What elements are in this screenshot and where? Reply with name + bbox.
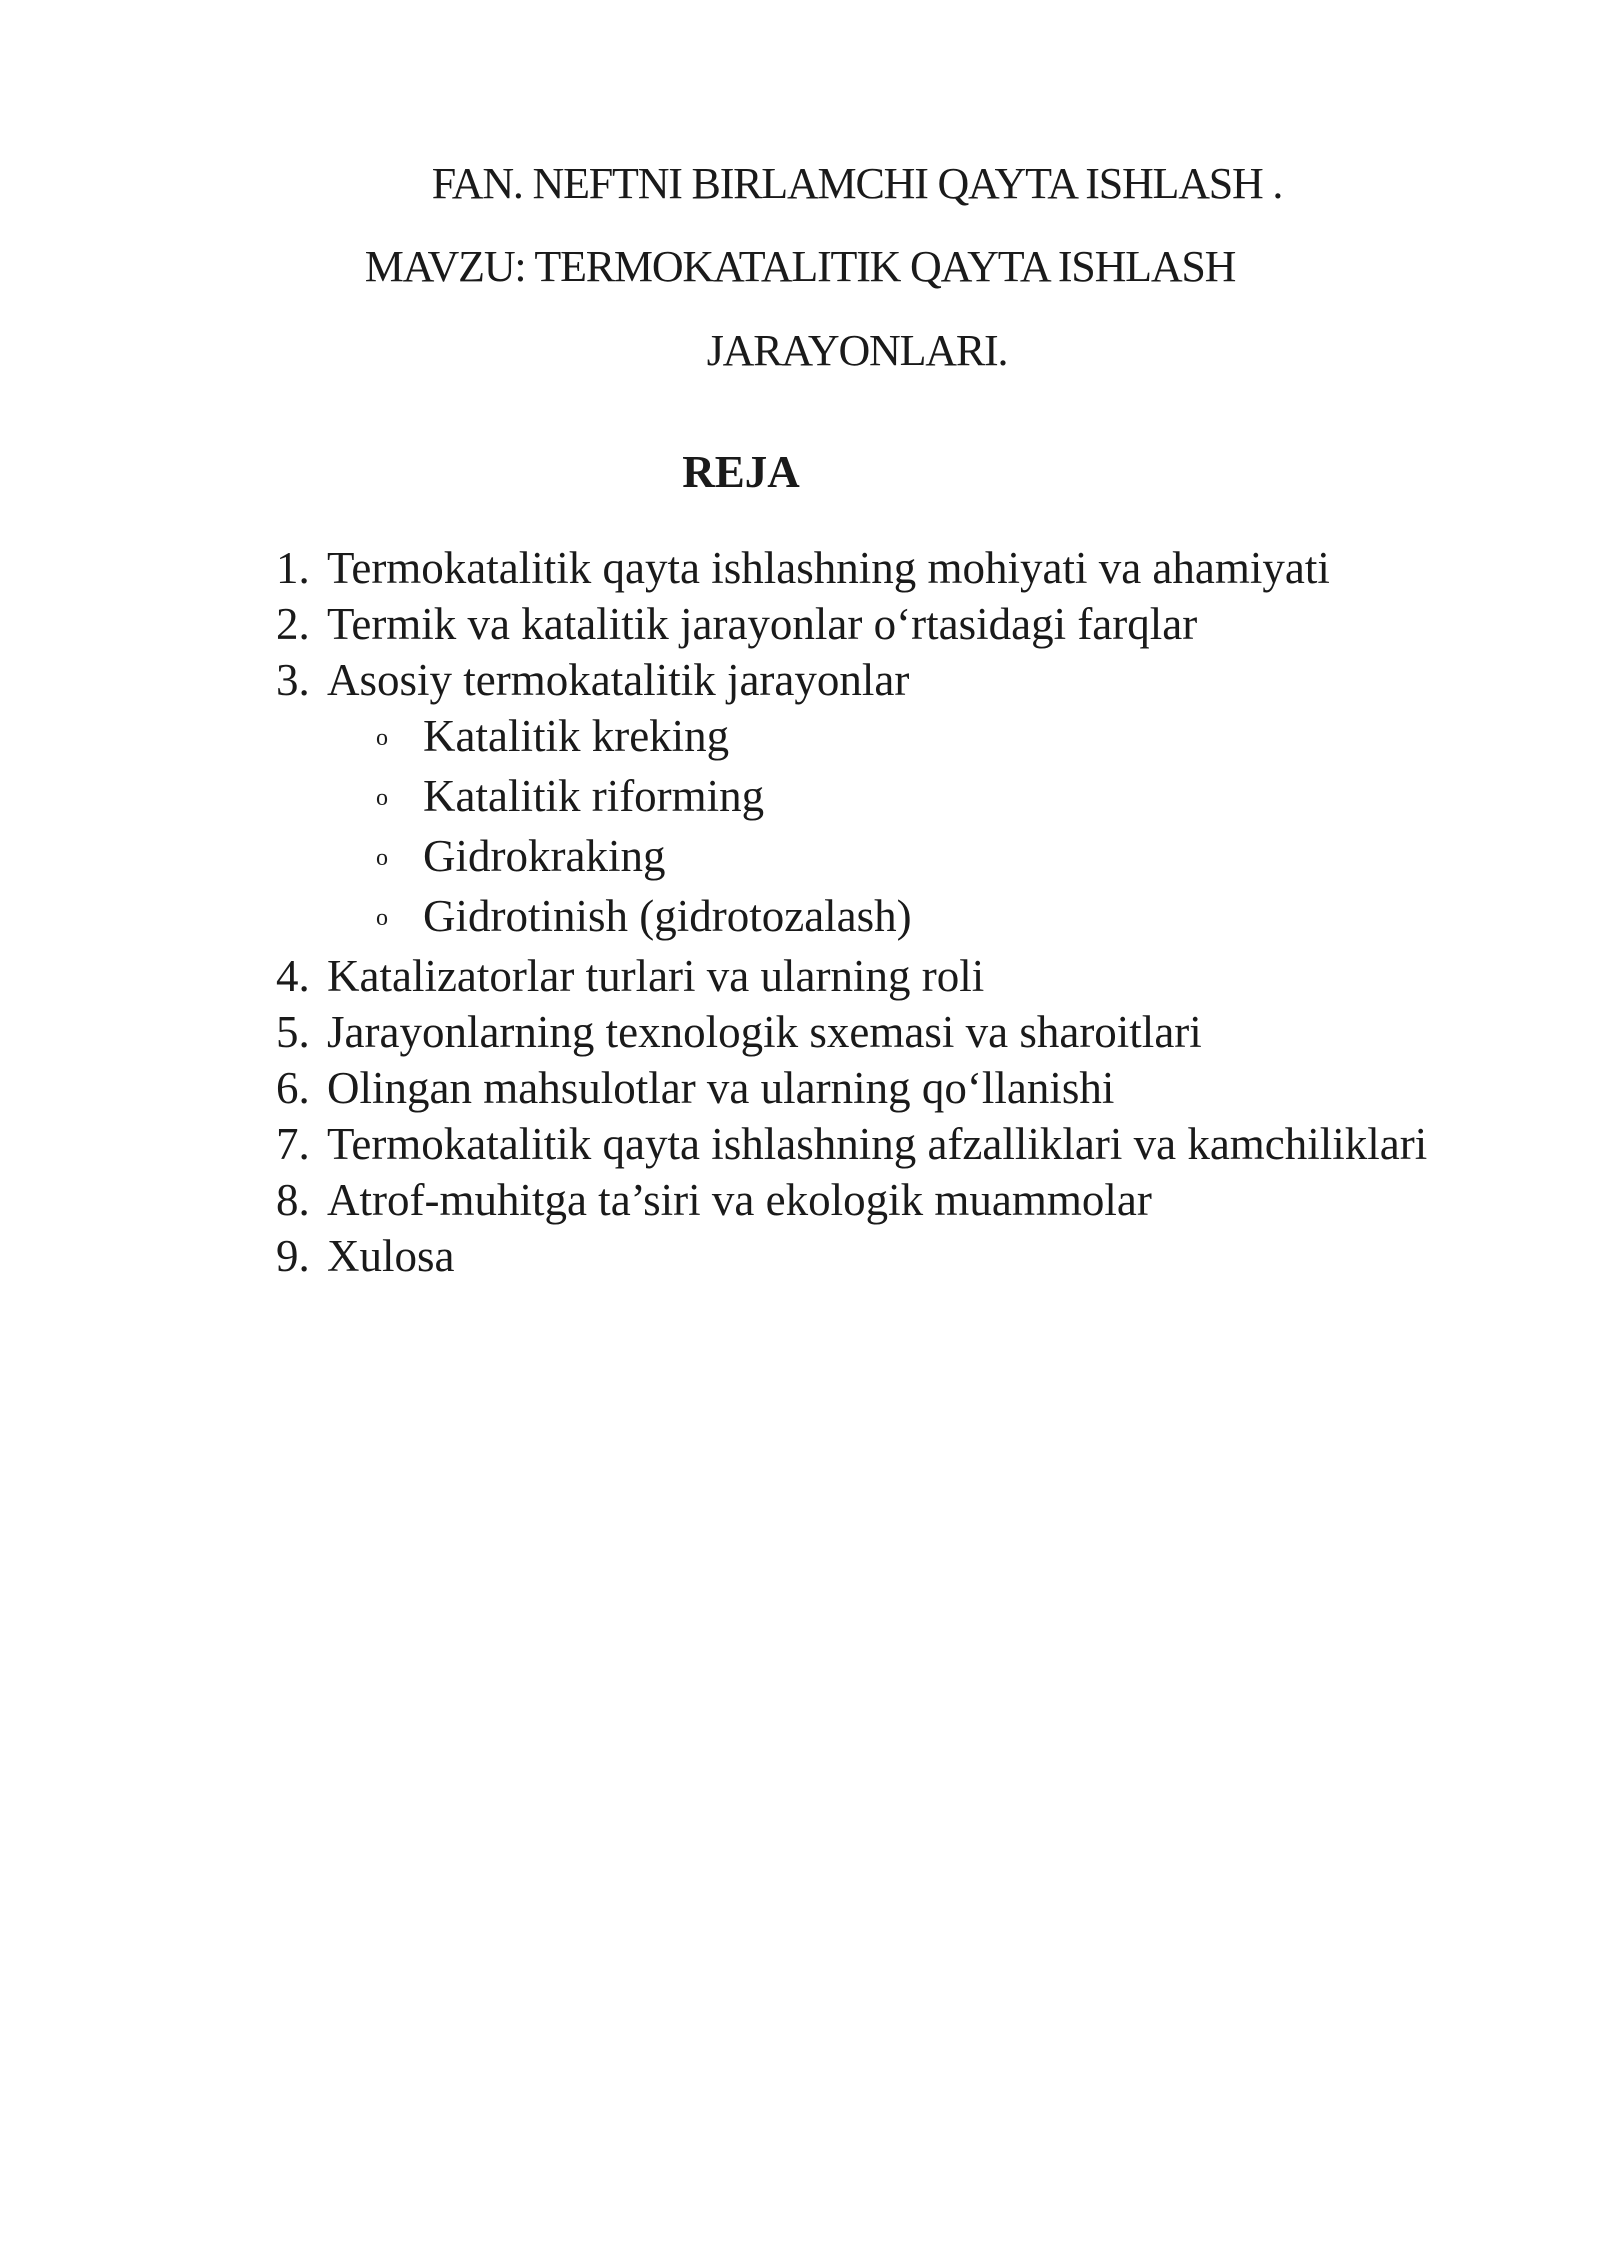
- list-item: [276, 540, 1476, 596]
- circle-bullet-icon: o: [376, 725, 388, 751]
- item-number: 2.: [276, 599, 310, 649]
- topic-title-continued: JARAYONLARI.: [706, 326, 1008, 375]
- plan-heading: REJA: [682, 447, 800, 497]
- list-item: [276, 596, 1476, 652]
- sub-item-text: Katalitik kreking: [423, 711, 730, 761]
- item-text: Termokatalitik qayta ishlashning mohiyati va ahamiyati: [327, 543, 1330, 593]
- sub-item-text: Gidrokraking: [423, 831, 666, 881]
- list-item: [276, 948, 1476, 1004]
- item-text: Olingan mahsulotlar va ularning qo‘llanishi: [327, 1063, 1115, 1113]
- subject-title: FAN. NEFTNI BIRLAMCHI QAYTA ISHLASH .: [431, 159, 1283, 208]
- circle-bullet-icon: o: [376, 785, 388, 811]
- item-number: 3.: [276, 655, 310, 705]
- list-item: [276, 652, 1476, 708]
- list-item: [276, 1060, 1476, 1116]
- item-text: Xulosa: [327, 1231, 455, 1281]
- circle-bullet-icon: o: [376, 905, 388, 931]
- item-number: 4.: [276, 951, 310, 1001]
- item-number: 8.: [276, 1175, 310, 1225]
- item-text: Asosiy termokatalitik jarayonlar: [327, 655, 910, 705]
- list-item: [276, 1228, 1476, 1284]
- sub-item-text: Gidrotinish (gidrotozalash): [423, 891, 912, 941]
- list-item: [276, 1004, 1476, 1060]
- plan-list: [276, 540, 1476, 1284]
- item-text: Atrof-muhitga ta’siri va ekologik muammolar: [327, 1175, 1152, 1225]
- sub-list-item: [276, 888, 1476, 948]
- item-number: 6.: [276, 1063, 310, 1113]
- item-text: Jarayonlarning texnologik sxemasi va sharoitlari: [327, 1007, 1202, 1057]
- sub-list-item: [276, 768, 1476, 828]
- sub-item-text: Katalitik riforming: [423, 771, 765, 821]
- sub-list-item: [276, 828, 1476, 888]
- item-number: 1.: [276, 543, 310, 593]
- item-number: 9.: [276, 1231, 310, 1281]
- item-number: 5.: [276, 1007, 310, 1057]
- item-text: Termokatalitik qayta ishlashning afzalliklari va kamchiliklari: [327, 1119, 1428, 1169]
- item-text: Termik va katalitik jarayonlar o‘rtasidagi farqlar: [327, 599, 1198, 649]
- item-number: 7.: [276, 1119, 310, 1169]
- list-item: [276, 1116, 1476, 1172]
- topic-title: MAVZU: TERMOKATALITIK QAYTA ISHLASH: [364, 242, 1236, 291]
- item-text: Katalizatorlar turlari va ularning roli: [327, 951, 985, 1001]
- circle-bullet-icon: o: [376, 845, 388, 871]
- list-item: [276, 1172, 1476, 1228]
- sub-list-item: [276, 708, 1476, 768]
